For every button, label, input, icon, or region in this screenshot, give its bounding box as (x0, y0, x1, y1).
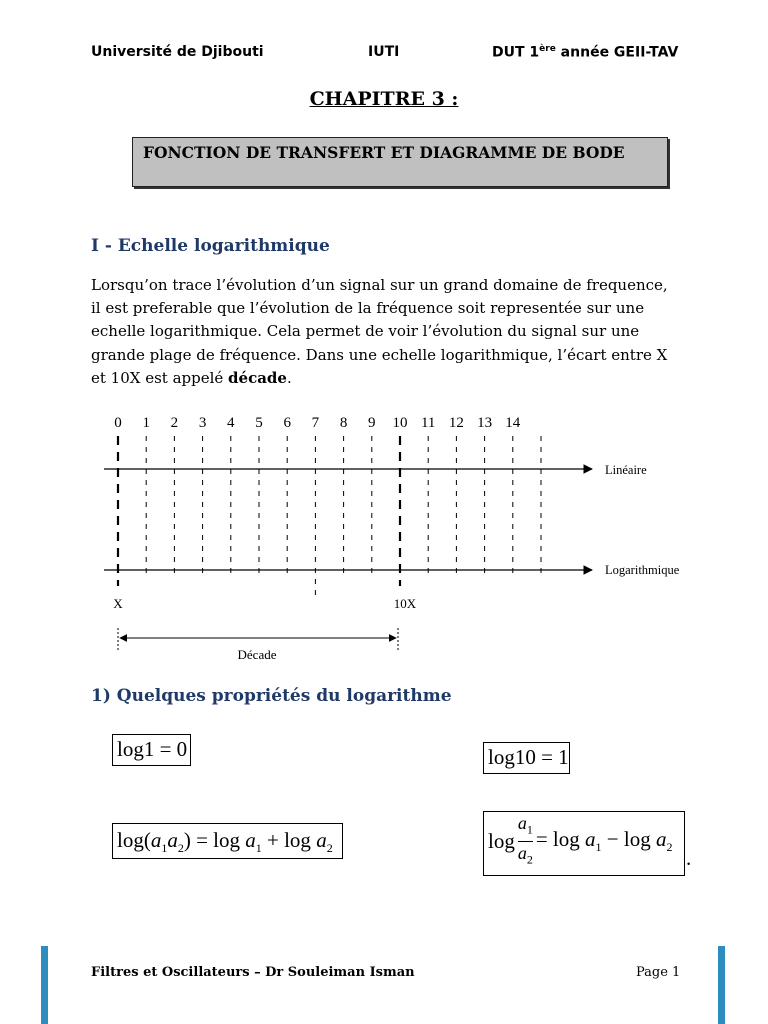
header-institute: IUTI (368, 44, 400, 60)
paragraph-line: il est preferable que l’évolution de la fréquence soit representée sur une (91, 299, 645, 318)
x-label: X (113, 596, 123, 611)
formula-period: . (686, 846, 692, 870)
paragraph-line: Lorsqu’on trace l’évolution d’un signal sur un grand domaine de frequence, (91, 276, 668, 294)
decade-label: Décade (237, 647, 277, 662)
tick-label: 4 (227, 415, 235, 431)
tick-label: 3 (198, 415, 207, 431)
tick-label: 11 (420, 415, 436, 431)
chapter-heading: CHAPITRE 3 : (309, 88, 459, 110)
tick-label: 14 (505, 415, 521, 431)
tick-label: 8 (339, 415, 348, 431)
paragraph-line (91, 367, 686, 390)
header-program (492, 44, 678, 61)
linear-label: Linéaire (605, 463, 647, 477)
paragraph-text: et 10X est appelé (91, 368, 229, 387)
tick-label: 13 (477, 415, 493, 431)
tick-label: 7 (311, 415, 320, 431)
header-university: Université de Djibouti (91, 44, 264, 60)
decade-term: décade (228, 368, 287, 387)
tick-label: 6 (283, 415, 291, 431)
formula-log-quotient: log $\frac{a_1}{a_2}$ = $\log a_1 - \log a_2$ (483, 811, 685, 876)
tick-label: 9 (368, 415, 376, 431)
header-program-sup: ère (539, 44, 556, 54)
footer-course: Filtres et Oscillateurs – Dr Souleiman Isman (91, 965, 415, 980)
subsection-heading: 1) Quelques propriétés du logarithme (91, 686, 452, 706)
scale-figure (0, 400, 768, 680)
tick-label: 1 (142, 415, 150, 431)
tick-label: 12 (448, 415, 464, 431)
paragraph-line: grande plage de fréquence. Dans une echelle logarithmique, l’écart entre X (91, 345, 668, 364)
paragraph-period: . (286, 368, 292, 387)
header-program-pre: DUT 1 (492, 44, 540, 61)
tick-label: 5 (255, 415, 263, 431)
paragraph-line: echelle logarithmique. Cela permet de voir l’évolution du signal sur une (91, 322, 640, 341)
formula-log1: log1 = 0 (112, 734, 191, 766)
ten-x-label: 10X (393, 596, 417, 611)
section-heading: I - Echelle logarithmique (91, 236, 330, 256)
log-label: Logarithmique (605, 563, 680, 577)
left-margin-bar (41, 946, 48, 1024)
tick-label: 2 (170, 415, 179, 431)
tick-label: 0 (114, 415, 122, 431)
section-paragraph (91, 274, 686, 390)
formula-log-product: $\log(a_1a_2) = \log a_1 + \log a_2$ (112, 823, 343, 859)
chapter-title-box (132, 137, 668, 187)
formula-log10: log10 = 1 (483, 742, 570, 774)
footer-page-number: Page 1 (636, 965, 681, 980)
header-program-post: année GEII-TAV (555, 44, 679, 61)
right-margin-bar (718, 946, 725, 1024)
chapter-title: FONCTION DE TRANSFERT ET DIAGRAMME DE BODE (143, 143, 625, 162)
tick-label: 10 (392, 415, 408, 431)
